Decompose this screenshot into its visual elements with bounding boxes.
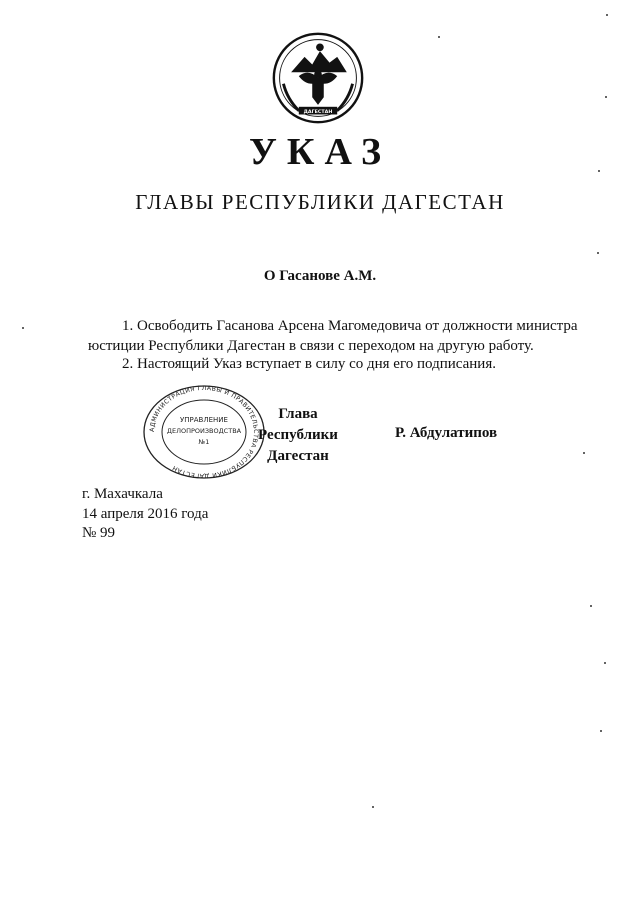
signatory-position (228, 404, 368, 467)
stamp-line-2: ДЕЛОПРОИЗВОДСТВА (166, 427, 242, 435)
scan-speck (605, 96, 607, 98)
document-title: УКАЗ (249, 131, 391, 173)
paragraph-1-line-2: юстиции Республики Дагестан в связи с переходом на другую работу. (88, 338, 534, 354)
issue-city: г. Махачкала (82, 486, 163, 502)
svg-text:ДАГЕСТАН: ДАГЕСТАН (303, 110, 333, 116)
decree-number: № 99 (82, 525, 116, 541)
stamp-line-3: №1 (198, 438, 210, 446)
scan-speck (597, 252, 599, 254)
document-subtitle: ГЛАВЫ РЕСПУБЛИКИ ДАГЕСТАН (135, 190, 505, 214)
signatory-position-line-1: Глава (278, 406, 318, 422)
scan-speck (606, 14, 608, 16)
issue-date: 14 апреля 2016 года (82, 506, 209, 522)
scan-speck (604, 662, 606, 664)
paragraph-2: 2. Настоящий Указ вступает в силу со дня его подписания. (122, 356, 496, 372)
paragraph-1-line-1: 1. Освободить Гасанова Арсена Магомедовича от должности министра (122, 318, 578, 334)
signatory-position-line-2: Республики Дагестан (258, 427, 338, 464)
scan-speck (438, 36, 440, 38)
scan-speck (583, 452, 585, 454)
scan-speck (600, 730, 602, 732)
dagestan-coat-of-arms-icon (270, 30, 366, 126)
scan-speck (372, 806, 374, 808)
scan-speck (22, 327, 24, 329)
document-subject: О Гасанове А.М. (263, 268, 377, 284)
stamp-line-1: УПРАВЛЕНИЕ (180, 416, 228, 424)
svg-text:АДМИНИСТРАЦИЯ ГЛАВЫ И ПРАВИТЕЛ: АДМИНИСТРАЦИЯ ГЛАВЫ И ПРАВИТЕЛЬСТВА РЕСПУБЛИКИ ДАГЕСТАН (148, 384, 260, 480)
scan-speck (598, 170, 600, 172)
scan-speck (590, 605, 592, 607)
signatory-name: Р. Абдулатипов (395, 425, 498, 441)
